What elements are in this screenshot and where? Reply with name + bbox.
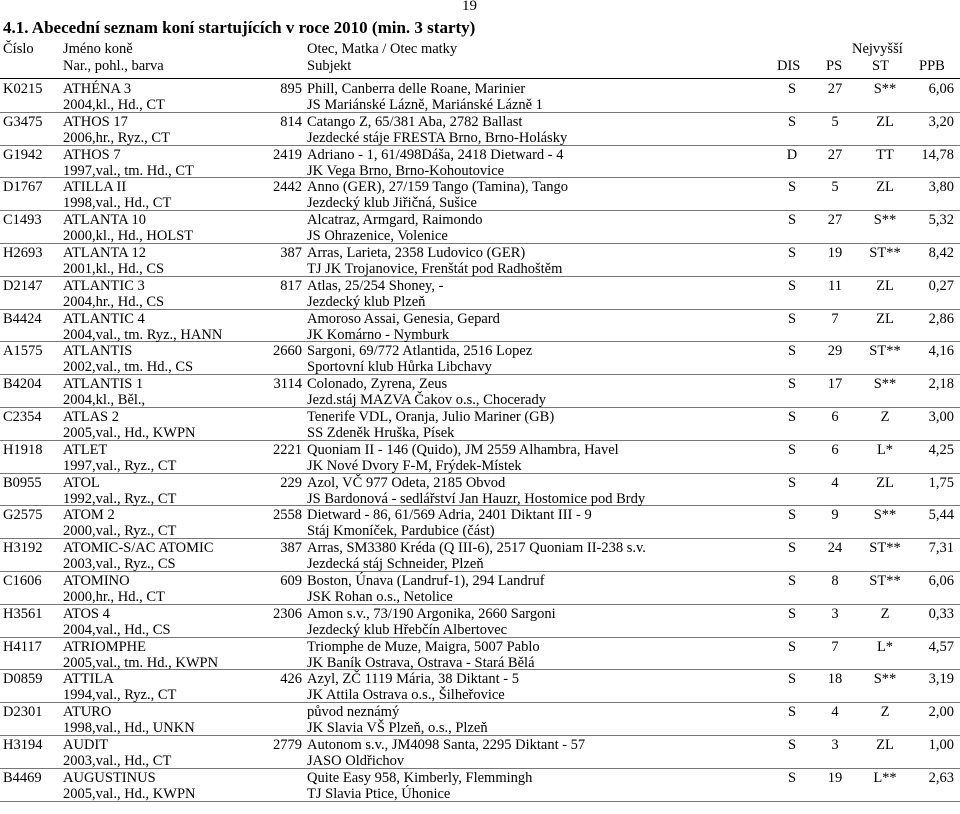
horse-birth: 2000,val., Ryz., CT <box>63 523 177 540</box>
horse-id: D2147 <box>3 277 43 294</box>
horse-id: G2575 <box>3 507 43 524</box>
horse-subject: JK Vega Brno, Brno-Kohoutovice <box>307 162 505 179</box>
horse-birth: 1994,val., Ryz., CT <box>63 687 177 704</box>
horse-birth: 1997,val., Ryz., CT <box>63 457 177 474</box>
header-subjekt: Subjekt <box>307 58 352 74</box>
sire-number: 387 <box>280 244 302 261</box>
start-count: 4 <box>831 474 839 491</box>
horse-birth: 2003,val., Ryz., CS <box>63 556 176 573</box>
horse-subject: JASO Oldřichov <box>307 752 405 769</box>
horse-id: C1493 <box>3 212 42 229</box>
discipline: S <box>787 81 797 97</box>
table-row <box>0 310 960 343</box>
table-row <box>0 408 960 441</box>
start-count: 19 <box>827 244 843 261</box>
horse-id: C2354 <box>3 408 42 425</box>
horse-parents: Atlas, 25/254 Shoney, - <box>307 277 444 294</box>
horse-birth: 2005,val., Hd., KWPN <box>63 424 196 441</box>
start-count: 7 <box>831 638 839 655</box>
sire-number: 2306 <box>273 605 302 622</box>
ppb-value: 6,06 <box>928 81 954 97</box>
horse-id: D1767 <box>3 179 43 196</box>
horse-birth: 1997,val., tm. Hd., CT <box>63 162 194 179</box>
horse-id: H3561 <box>3 605 43 622</box>
horse-parents: Adriano - 1, 61/498Dáša, 2418 Dietward - 4 <box>307 146 564 163</box>
table-row <box>0 80 960 113</box>
header-dis: DIS <box>777 58 801 74</box>
ppb-value: 3,19 <box>928 671 954 688</box>
sire-number: 2779 <box>273 736 302 753</box>
horse-name: ATLANTIS <box>63 343 133 360</box>
sire-number: 387 <box>280 540 302 557</box>
horse-id: B0955 <box>3 474 42 491</box>
horse-parents: Amoroso Assai, Genesia, Gepard <box>307 310 500 327</box>
ppb-value: 3,00 <box>928 408 954 425</box>
horse-parents: Anno (GER), 27/159 Tango (Tamina), Tango <box>307 179 568 196</box>
table-row <box>0 375 960 408</box>
ppb-value: 3,80 <box>928 179 954 196</box>
start-count: 3 <box>831 736 839 753</box>
horse-name: ATLANTA 12 <box>63 244 147 261</box>
horse-subject: TJ JK Trojanovice, Frenštát pod Radhoštěm <box>307 260 563 277</box>
highest-level: S** <box>873 376 897 393</box>
highest-level: ST** <box>869 343 901 360</box>
start-count: 6 <box>831 408 839 425</box>
horse-subject: Jezd.stáj MAZVA Čakov o.s., Chocerady <box>307 392 546 409</box>
start-count: 29 <box>827 343 843 360</box>
horse-id: H1918 <box>3 441 43 458</box>
sire-number: 229 <box>280 474 302 491</box>
highest-level: ZL <box>876 474 894 491</box>
horse-subject: JK Baník Ostrava, Ostrava - Stará Bělá <box>307 654 535 671</box>
table-row <box>0 572 960 605</box>
header-ps: PS <box>826 58 843 74</box>
horse-subject: JK Attila Ostrava o.s., Šilheřovice <box>307 687 505 704</box>
table-row <box>0 736 960 769</box>
horse-birth: 2000,hr., Hd., CT <box>63 588 165 605</box>
ppb-value: 2,00 <box>928 704 954 721</box>
highest-level: ZL <box>876 113 894 130</box>
table-row <box>0 769 960 802</box>
ppb-value: 2,18 <box>928 376 954 393</box>
horse-parents: Boston, Únava (Landruf-1), 294 Landruf <box>307 572 545 589</box>
highest-level: S** <box>873 507 897 524</box>
highest-level: S** <box>873 81 897 97</box>
highest-level: Z <box>880 605 890 622</box>
horse-birth: 2004,val., tm. Ryz., HANN <box>63 326 223 343</box>
horse-id: D2301 <box>3 704 43 721</box>
start-count: 7 <box>831 310 839 327</box>
horse-id: D0859 <box>3 671 43 688</box>
ppb-value: 5,44 <box>928 507 954 524</box>
highest-level: Z <box>880 408 890 425</box>
sire-number: 895 <box>280 81 302 97</box>
horse-birth: 2004,val., Hd., CS <box>63 621 171 638</box>
discipline: S <box>787 474 797 491</box>
ppb-value: 1,00 <box>928 736 954 753</box>
horse-subject: JS Mariánské Lázně, Mariánské Lázně 1 <box>307 97 543 113</box>
discipline: S <box>787 310 797 327</box>
horse-subject: JSK Rohan o.s., Netolice <box>307 588 453 605</box>
horse-name: ATLET <box>63 441 108 458</box>
horse-id: G3475 <box>3 113 43 130</box>
horse-birth: 2005,val., Hd., KWPN <box>63 785 196 802</box>
horse-name: ATLAS 2 <box>63 408 119 425</box>
start-count: 5 <box>831 113 839 130</box>
table-row <box>0 506 960 539</box>
discipline: S <box>787 605 797 622</box>
table-row <box>0 211 960 244</box>
horse-parents: Colonado, Zyrena, Zeus <box>307 376 448 393</box>
horse-subject: JK Komárno - Nymburk <box>307 326 450 343</box>
highest-level: S** <box>873 212 897 229</box>
highest-level: L* <box>876 638 894 655</box>
table-row <box>0 474 960 507</box>
discipline: S <box>787 376 797 393</box>
horse-subject: Jezdecké stáje FRESTA Brno, Brno-Holásky <box>307 129 568 146</box>
sire-number: 2660 <box>273 343 302 360</box>
horse-name: ATRIOMPHE <box>63 638 146 655</box>
ppb-value: 8,42 <box>928 244 954 261</box>
horse-parents: Tenerife VDL, Oranja, Julio Mariner (GB) <box>307 408 555 425</box>
start-count: 27 <box>827 146 843 163</box>
discipline: S <box>787 277 797 294</box>
discipline: S <box>787 212 797 229</box>
horse-subject: SS Zdeněk Hruška, Písek <box>307 424 455 441</box>
ppb-value: 5,32 <box>928 212 954 229</box>
horse-name: ATILLA II <box>63 179 127 196</box>
discipline: S <box>787 507 797 524</box>
highest-level: ZL <box>876 277 894 294</box>
header-otec: Otec, Matka / Otec matky <box>307 41 458 57</box>
ppb-value: 4,16 <box>928 343 954 360</box>
discipline: S <box>787 113 797 130</box>
horse-name: ATLANTIC 3 <box>63 277 145 294</box>
sire-number: 814 <box>280 113 302 130</box>
horse-name: ATHÉNA 3 <box>63 81 132 97</box>
highest-level: S** <box>873 671 897 688</box>
horse-subject: JK Slavia VŠ Plzeň, o.s., Plzeň <box>307 720 488 737</box>
horse-id: C1606 <box>3 572 42 589</box>
start-count: 27 <box>827 212 843 229</box>
sire-number: 2442 <box>273 179 302 196</box>
discipline: S <box>787 704 797 721</box>
ppb-value: 0,33 <box>928 605 954 622</box>
highest-level: L* <box>876 441 894 458</box>
ppb-value: 2,86 <box>928 310 954 327</box>
highest-level: L** <box>873 769 897 786</box>
horse-id: H2693 <box>3 244 43 261</box>
horse-parents: Arras, SM3380 Kréda (Q III-6), 2517 Quoniam II-238 s.v. <box>307 540 646 557</box>
horse-subject: Jezdecký klub Plzeň <box>307 293 426 310</box>
horse-table <box>0 80 960 802</box>
table-row <box>0 277 960 310</box>
horse-parents: Catango Z, 65/381 Aba, 2782 Ballast <box>307 113 523 130</box>
discipline: S <box>787 441 797 458</box>
horse-birth: 1992,val., Ryz., CT <box>63 490 177 507</box>
discipline: S <box>787 408 797 425</box>
start-count: 9 <box>831 507 839 524</box>
header-st: ST <box>872 58 889 74</box>
horse-name: ATTILA <box>63 671 114 688</box>
header-nejvyssi: Nejvyšší <box>852 41 903 57</box>
table-row <box>0 539 960 572</box>
start-count: 3 <box>831 605 839 622</box>
start-count: 19 <box>827 769 843 786</box>
horse-name: ATURO <box>63 704 112 721</box>
horse-birth: 1998,val., Hd., CT <box>63 195 172 212</box>
table-row <box>0 178 960 211</box>
horse-parents: původ neznámý <box>307 704 400 721</box>
horse-name: ATLANTIC 4 <box>63 310 145 327</box>
horse-id: H4117 <box>3 638 42 655</box>
horse-birth: 2005,val., tm. Hd., KWPN <box>63 654 219 671</box>
horse-parents: Phill, Canberra delle Roane, Marinier <box>307 81 526 97</box>
start-count: 4 <box>831 704 839 721</box>
page-title: 4.1. Abecední seznam koní startujících v roce 2010 (min. 3 starty) <box>3 18 476 37</box>
horse-name: AUGUSTINUS <box>63 769 156 786</box>
highest-level: Z <box>880 704 890 721</box>
horse-birth: 2000,kl., Hd., HOLST <box>63 228 194 245</box>
table-row <box>0 441 960 474</box>
ppb-value: 4,57 <box>928 638 954 655</box>
table-row <box>0 638 960 671</box>
horse-id: B4424 <box>3 310 42 327</box>
table-row <box>0 342 960 375</box>
horse-parents: Autonom s.v., JM4098 Santa, 2295 Diktant - 57 <box>307 736 586 753</box>
sire-number: 609 <box>280 572 302 589</box>
highest-level: ZL <box>876 736 894 753</box>
ppb-value: 4,25 <box>928 441 954 458</box>
horse-id: B4469 <box>3 769 42 786</box>
ppb-value: 0,27 <box>928 277 954 294</box>
table-row <box>0 244 960 277</box>
horse-subject: JK Nové Dvory F-M, Frýdek-Místek <box>307 457 522 474</box>
horse-birth: 2002,val., tm. Hd., CS <box>63 359 194 376</box>
horse-subject: JS Ohrazenice, Volenice <box>307 228 448 245</box>
start-count: 6 <box>831 441 839 458</box>
discipline: S <box>787 769 797 786</box>
discipline: S <box>787 736 797 753</box>
ppb-value: 2,63 <box>928 769 954 786</box>
horse-id: G1942 <box>3 146 43 163</box>
horse-parents: Quite Easy 958, Kimberly, Flemmingh <box>307 769 533 786</box>
start-count: 11 <box>828 277 842 294</box>
horse-name: ATLANTIS 1 <box>63 376 144 393</box>
horse-birth: 2004,hr., Hd., CS <box>63 293 165 310</box>
horse-birth: 1998,val., Hd., UNKN <box>63 720 195 737</box>
horse-subject: Sportovní klub Hůrka Libchavy <box>307 359 492 376</box>
start-count: 18 <box>827 671 843 688</box>
discipline: S <box>787 540 797 557</box>
ppb-value: 1,75 <box>928 474 954 491</box>
highest-level: ST** <box>869 572 901 589</box>
discipline: S <box>787 671 797 688</box>
header-nar: Nar., pohl., barva <box>63 58 164 74</box>
sire-number: 2221 <box>273 441 302 458</box>
discipline: S <box>787 244 797 261</box>
horse-name: ATHOS 7 <box>63 146 121 163</box>
horse-name: ATOS 4 <box>63 605 110 622</box>
horse-name: AUDIT <box>63 736 109 753</box>
horse-name: ATOM 2 <box>63 507 115 524</box>
horse-birth: 2004,kl., Hd., CT <box>63 97 165 113</box>
start-count: 5 <box>831 179 839 196</box>
horse-birth: 2001,kl., Hd., CS <box>63 260 165 277</box>
horse-parents: Azyl, ZČ 1119 Mária, 38 Diktant - 5 <box>307 671 519 688</box>
horse-id: A1575 <box>3 343 43 360</box>
horse-parents: Sargoni, 69/772 Atlantida, 2516 Lopez <box>307 343 533 360</box>
page-number: 19 <box>462 0 477 14</box>
start-count: 17 <box>827 376 843 393</box>
header-divider <box>0 78 960 79</box>
discipline: S <box>787 179 797 196</box>
horse-parents: Dietward - 86, 61/569 Adria, 2401 Diktant III - 9 <box>307 507 592 524</box>
highest-level: ST** <box>869 244 901 261</box>
ppb-value: 14,78 <box>921 146 954 163</box>
horse-name: ATOMINO <box>63 572 130 589</box>
start-count: 8 <box>831 572 839 589</box>
highest-level: ZL <box>876 179 894 196</box>
table-row <box>0 113 960 146</box>
horse-name: ATLANTA 10 <box>63 212 147 229</box>
horse-name: ATOL <box>63 474 100 491</box>
horse-subject: Jezdecký klub Jiřičná, Sušice <box>307 195 477 212</box>
header-ppb: PPB <box>919 58 945 74</box>
highest-level: ZL <box>876 310 894 327</box>
horse-subject: Stáj Kmoníček, Pardubice (část) <box>307 523 495 540</box>
start-count: 27 <box>827 81 843 97</box>
horse-name: ATOMIC-S/AC ATOMIC <box>63 540 214 557</box>
sire-number: 3114 <box>273 376 302 393</box>
table-row <box>0 670 960 703</box>
horse-parents: Quoniam II - 146 (Quido), JM 2559 Alhambra, Havel <box>307 441 619 458</box>
ppb-value: 7,31 <box>928 540 954 557</box>
horse-parents: Arras, Larieta, 2358 Ludovico (GER) <box>307 244 526 261</box>
start-count: 24 <box>827 540 843 557</box>
highest-level: TT <box>876 146 894 163</box>
horse-parents: Amon s.v., 73/190 Argonika, 2660 Sargoni <box>307 605 556 622</box>
discipline: S <box>787 343 797 360</box>
header-jmeno: Jméno koně <box>63 41 133 57</box>
table-row <box>0 605 960 638</box>
horse-subject: JS Bardonová - sedlářství Jan Hauzr, Hostomice pod Brdy <box>307 490 646 507</box>
ppb-value: 3,20 <box>928 113 954 130</box>
horse-subject: Jezdecká stáj Schneider, Plzeň <box>307 556 484 573</box>
horse-subject: TJ Slavia Ptice, Úhonice <box>307 785 451 802</box>
horse-id: H3194 <box>3 736 43 753</box>
highest-level: ST** <box>869 540 901 557</box>
horse-parents: Alcatraz, Armgard, Raimondo <box>307 212 483 229</box>
sire-number: 426 <box>280 671 302 688</box>
horse-id: H3192 <box>3 540 43 557</box>
horse-parents: Triomphe de Muze, Maigra, 5007 Pablo <box>307 638 540 655</box>
sire-number: 817 <box>280 277 302 294</box>
horse-id: B4204 <box>3 376 42 393</box>
discipline: S <box>787 572 797 589</box>
sire-number: 2558 <box>273 507 302 524</box>
ppb-value: 6,06 <box>928 572 954 589</box>
discipline: D <box>786 146 798 163</box>
horse-name: ATHOS 17 <box>63 113 128 130</box>
horse-id: K0215 <box>3 81 43 97</box>
table-row <box>0 146 960 179</box>
horse-birth: 2004,kl., Běl., <box>63 392 146 409</box>
discipline: S <box>787 638 797 655</box>
horse-parents: Azol, VČ 977 Odeta, 2185 Obvod <box>307 474 506 491</box>
horse-subject: Jezdecký klub Hřebčín Albertovec <box>307 621 508 638</box>
horse-birth: 2003,val., Hd., CT <box>63 752 172 769</box>
sire-number: 2419 <box>273 146 302 163</box>
horse-birth: 2006,hr., Ryz., CT <box>63 129 170 146</box>
table-row <box>0 703 960 736</box>
header-cislo: Číslo <box>3 41 34 57</box>
